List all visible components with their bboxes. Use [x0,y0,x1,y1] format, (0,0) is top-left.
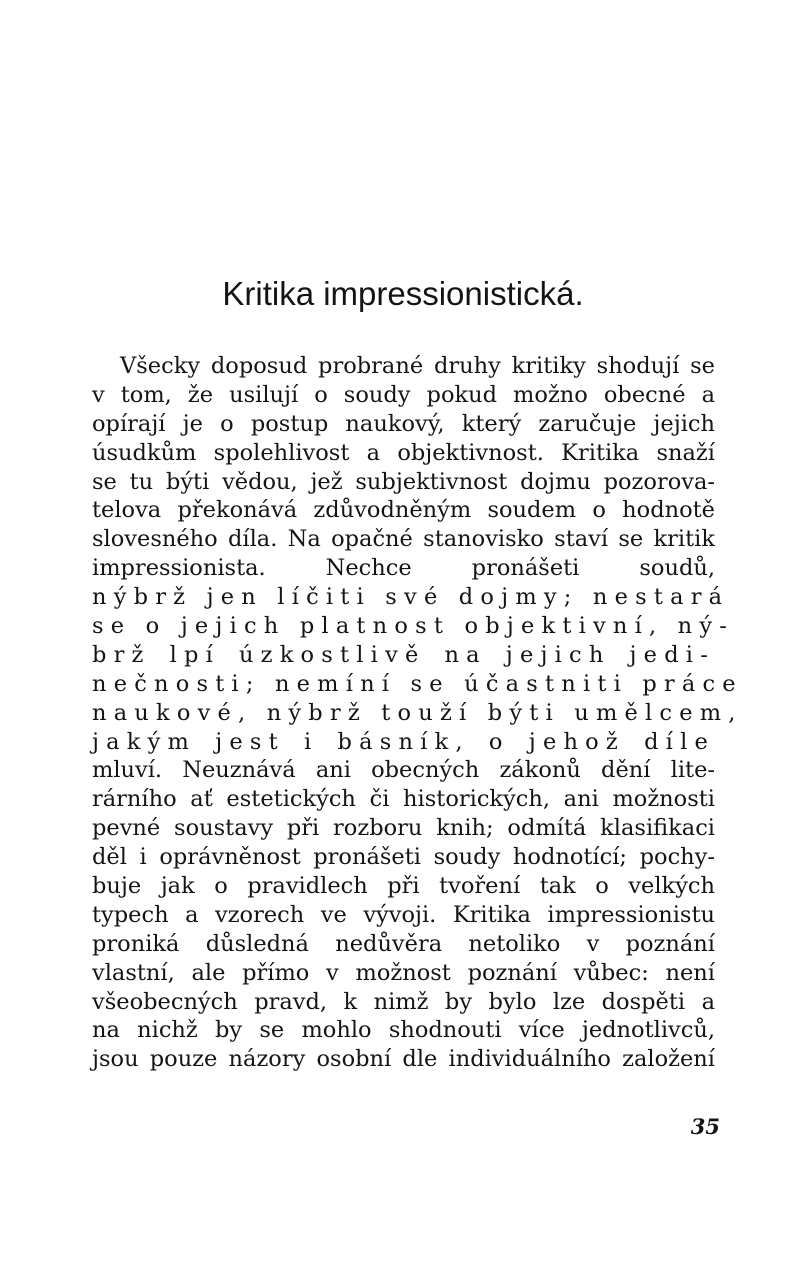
text-line: pevné soustavy při rozboru knih; odmítá klasifikaci [92,815,715,842]
text-line: slovesného díla. Na opačné stanovisko staví se kritik [92,526,715,553]
text-line: proniká důsledná nedůvěra netoliko v poznání [92,930,715,957]
text-line: se tu býti vědou, jež subjektivnost dojmu pozorova- [92,468,715,495]
text-line: rárního ať estetických či historických, ani možnosti [92,786,715,813]
text-line: opírají je o postup naukový, který zaručuje jejich [92,410,715,437]
text-line: impressionista. Nechce pronášeti soudů, [92,555,715,582]
text-line: úsudkům spolehlivost a objektivnost. Kritika snaží [92,439,715,466]
text-line: typech a vzorech ve vývoji. Kritika impressionistu [92,901,715,928]
text-line: telova překonává zdůvodněným soudem o hodnotě [92,497,715,524]
text-line: děl i oprávněnost pronášeti soudy hodnotící; pochy- [92,844,715,871]
page-number: 35 [690,1114,720,1139]
text-line: nýbrž jen líčiti své dojmy; nestará [92,584,730,611]
text-line: nečnosti; nemíní se účastniti práce [92,670,743,697]
text-line: na nichž by se mohlo shodnouti více jednotlivců, [92,1017,715,1044]
text-line: brž lpí úzkostlivě na jejich jedi- [92,641,715,668]
text-line: Všecky doposud probrané druhy kritiky shodují se [120,353,715,379]
body-text [92,352,743,1074]
text-line: jakým jest i básník, o jehož díle [92,728,715,755]
text-line: naukové, nýbrž touží býti umělcem, [92,699,743,726]
text-line: jsou pouze názory osobní dle individuálního založení [92,1046,715,1073]
text-line: vlastní, ale přímo v možnost poznání vůbec: není [92,959,715,986]
text-line: se o jejich platnost objektivní, ný- [92,613,735,640]
text-line: buje jak o pravidlech při tvoření tak o velkých [92,873,715,900]
chapter-title: Kritika impressionistická. [222,275,584,312]
text-line: všeobecných pravd, k nimž by bylo lze dospěti a [92,988,715,1015]
text-line: mluví. Neuznává ani obecných zákonů dění lite- [92,757,715,784]
text-line: v tom, že usilují o soudy pokud možno obecné a [92,381,715,408]
